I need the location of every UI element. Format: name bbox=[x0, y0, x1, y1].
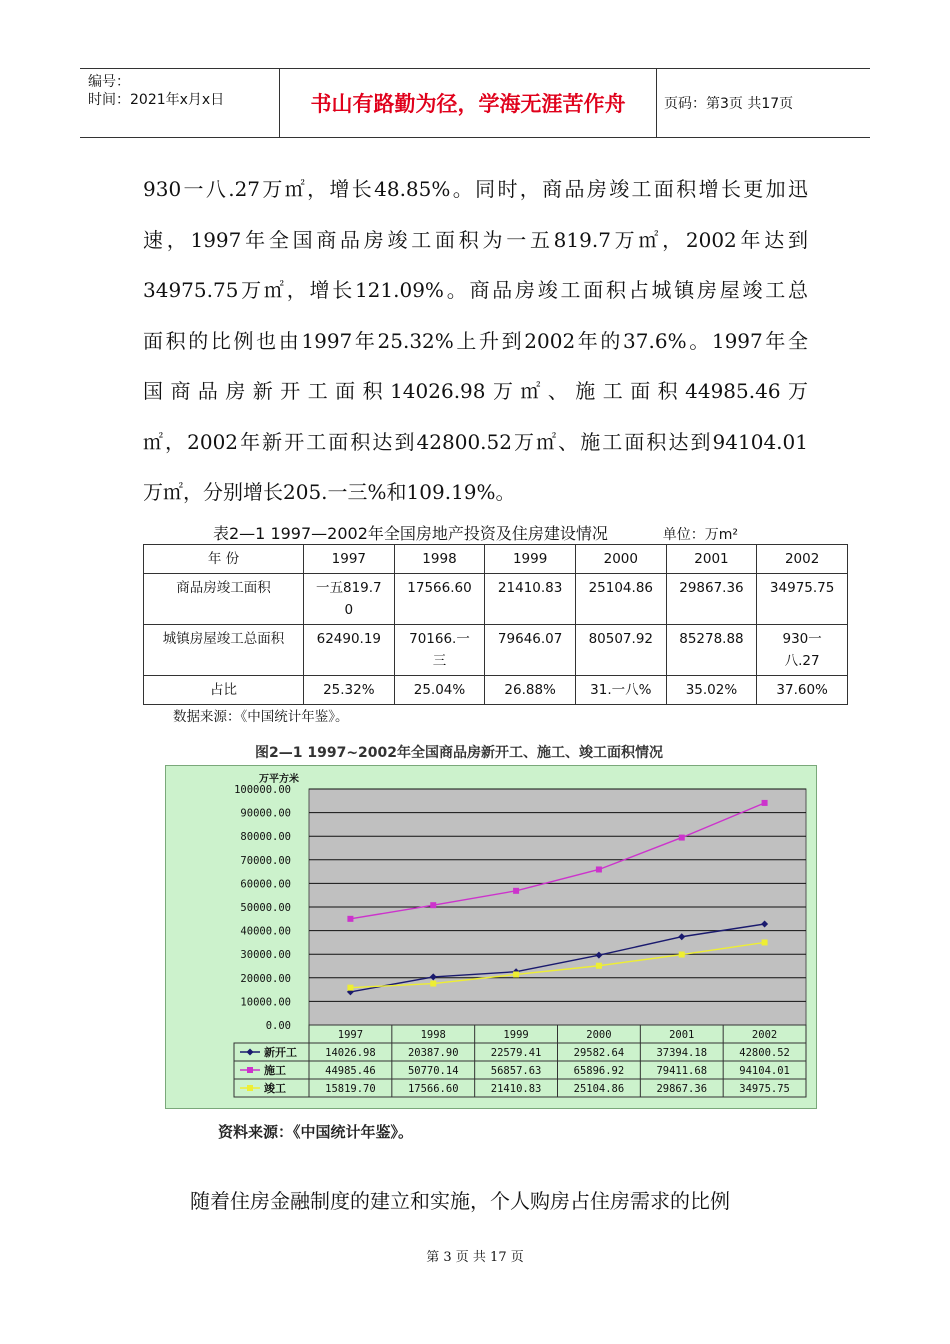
legend-label: 竣工 bbox=[264, 1082, 286, 1095]
paragraph-line: 930一八.27万㎡，增长48.85%。同时，商品房竣工面积增长更加迅 bbox=[143, 177, 808, 201]
table-cell: 21410.83 bbox=[485, 574, 576, 625]
legend-marker bbox=[247, 1085, 253, 1091]
table-header-cell: 年 份 bbox=[144, 545, 304, 574]
paragraph-line: 国商品房新开工面积14026.98万㎡、施工面积44985.46万 bbox=[143, 379, 808, 403]
data-label: 14026.98 bbox=[325, 1047, 376, 1059]
table-cell: 26.88% bbox=[485, 676, 576, 705]
table-cell: 35.02% bbox=[666, 676, 757, 705]
table-header-cell: 2002 bbox=[757, 545, 848, 574]
table-cell: 商品房竣工面积 bbox=[144, 574, 304, 625]
y-tick-label: 0.00 bbox=[265, 1020, 291, 1032]
y-tick-label: 30000.00 bbox=[240, 949, 291, 962]
table-cell: 城镇房屋竣工总面积 bbox=[144, 625, 304, 676]
x-tick-label: 2002 bbox=[751, 1029, 778, 1041]
table-cell: 17566.60 bbox=[394, 574, 485, 625]
table-header-cell: 2000 bbox=[575, 545, 666, 574]
paragraph-line: 万㎡，分别增长205.一三%和109.19%。 bbox=[143, 480, 516, 504]
data-label: 25104.86 bbox=[573, 1083, 625, 1095]
data-label: 37394.18 bbox=[656, 1047, 708, 1059]
data-label: 42800.52 bbox=[739, 1047, 790, 1059]
legend-label: 新开工 bbox=[264, 1046, 297, 1059]
chart-source: 资料来源：《中国统计年鉴》。 bbox=[218, 1123, 414, 1141]
table-cell: 31.一八% bbox=[575, 676, 666, 705]
y-tick-label: 40000.00 bbox=[240, 925, 291, 938]
y-tick-label: 80000.00 bbox=[240, 831, 291, 844]
data-label: 79411.68 bbox=[656, 1065, 708, 1077]
table-cell: 一五819.70 bbox=[304, 574, 395, 625]
table-header-cell: 1999 bbox=[485, 545, 576, 574]
y-tick-label: 10000.00 bbox=[240, 996, 291, 1009]
table-cell: 25.04% bbox=[394, 676, 485, 705]
chart-container bbox=[165, 765, 817, 1109]
data-point bbox=[596, 963, 602, 969]
y-tick-label: 60000.00 bbox=[240, 878, 291, 891]
x-tick-label: 1997 bbox=[337, 1029, 364, 1041]
data-point bbox=[347, 916, 353, 922]
data-point bbox=[347, 985, 353, 991]
table-cell: 85278.88 bbox=[666, 625, 757, 676]
paragraph-line: 面积的比例也由1997年25.32%上升到2002年的37.6%。1997年全 bbox=[143, 328, 808, 353]
data-point bbox=[679, 835, 685, 841]
y-tick-label: 50000.00 bbox=[240, 902, 291, 914]
body-paragraph-2: 随着住房金融制度的建立和实施，个人购房占住房需求的比例 bbox=[190, 1189, 730, 1213]
table-unit: 单位：万m² bbox=[662, 527, 739, 543]
data-point bbox=[513, 888, 519, 894]
line-chart bbox=[166, 766, 816, 1108]
x-tick-label: 1999 bbox=[503, 1029, 529, 1041]
table-cell: 25.32% bbox=[304, 676, 395, 705]
paragraph-line: 34975.75万㎡，增长121.09%。商品房竣工面积占城镇房屋竣工总 bbox=[143, 278, 808, 302]
paragraph-line: ㎡，2002年新开工面积达到42800.52万㎡、施工面积达到94104.01 bbox=[143, 429, 808, 454]
data-label: 50770.14 bbox=[407, 1065, 459, 1077]
header-page-number: 页码：第3页 共17页 bbox=[664, 96, 794, 112]
table-cell: 25104.86 bbox=[575, 574, 666, 625]
table-header-cell: 1997 bbox=[304, 545, 395, 574]
data-label: 44985.46 bbox=[325, 1065, 376, 1077]
data-point bbox=[430, 981, 436, 987]
y-tick-label: 90000.00 bbox=[240, 807, 291, 820]
header-meta bbox=[80, 69, 280, 137]
data-label: 21410.83 bbox=[490, 1083, 542, 1095]
table-cell: 70166.一三 bbox=[394, 625, 485, 676]
y-axis-label: 万平方米 bbox=[259, 774, 299, 785]
legend-label: 施工 bbox=[264, 1064, 286, 1077]
table-row bbox=[144, 574, 848, 625]
header-number: 编号： bbox=[88, 74, 130, 90]
table-row bbox=[144, 676, 848, 705]
table-caption bbox=[213, 521, 738, 544]
data-label: 20387.90 bbox=[407, 1047, 459, 1059]
table-cell: 占比 bbox=[144, 676, 304, 705]
data-label: 17566.60 bbox=[407, 1083, 459, 1095]
data-label: 34975.75 bbox=[739, 1083, 790, 1095]
header-time: 时间：2021年x月x日 bbox=[88, 92, 225, 108]
header-motto: 书山有路勤为径，学海无涯苦作舟 bbox=[280, 69, 657, 137]
data-label: 94104.01 bbox=[739, 1065, 790, 1077]
data-label: 29867.36 bbox=[656, 1083, 708, 1095]
table-header-cell: 1998 bbox=[394, 545, 485, 574]
table-header-cell: 2001 bbox=[666, 545, 757, 574]
data-label: 56857.63 bbox=[490, 1065, 542, 1077]
page-footer: 第 3 页 共 17 页 bbox=[426, 1250, 524, 1265]
page-header bbox=[80, 68, 870, 138]
table-cell: 930一八.27 bbox=[757, 625, 848, 676]
y-tick-label: 100000.00 bbox=[234, 784, 291, 796]
x-tick-label: 1998 bbox=[420, 1029, 446, 1041]
data-point bbox=[513, 971, 519, 977]
data-label: 29582.64 bbox=[573, 1047, 625, 1059]
table-cell: 62490.19 bbox=[304, 625, 395, 676]
data-label: 65896.92 bbox=[573, 1065, 625, 1077]
table-caption-title: 表2—1 1997—2002年全国房地产投资及住房建设情况 bbox=[213, 524, 608, 543]
legend-marker bbox=[247, 1067, 253, 1073]
table-cell: 34975.75 bbox=[757, 574, 848, 625]
paragraph-line: 速，1997年全国商品房竣工面积为一五819.7万㎡，2002年达到 bbox=[143, 227, 808, 252]
table-cell: 80507.92 bbox=[575, 625, 666, 676]
x-tick-label: 2000 bbox=[586, 1029, 612, 1041]
statistics-table bbox=[143, 544, 848, 705]
table-source: 数据来源：《中国统计年鉴》。 bbox=[173, 709, 349, 725]
data-point bbox=[596, 866, 602, 872]
data-point bbox=[762, 800, 768, 806]
chart-title: 图2—1 1997~2002年全国商品房新开工、施工、竣工面积情况 bbox=[255, 745, 664, 761]
data-label: 15819.70 bbox=[325, 1083, 376, 1095]
table-cell: 79646.07 bbox=[485, 625, 576, 676]
table-row bbox=[144, 625, 848, 676]
body-paragraph bbox=[143, 164, 808, 518]
table-cell: 37.60% bbox=[757, 676, 848, 705]
x-tick-label: 2001 bbox=[669, 1029, 695, 1041]
y-tick-label: 20000.00 bbox=[240, 972, 291, 985]
table-cell: 29867.36 bbox=[666, 574, 757, 625]
data-label: 22579.41 bbox=[490, 1047, 542, 1059]
y-tick-label: 70000.00 bbox=[240, 854, 291, 867]
data-point bbox=[679, 952, 685, 958]
table-header-row bbox=[144, 545, 848, 574]
data-point bbox=[762, 939, 768, 945]
data-point bbox=[430, 902, 436, 908]
